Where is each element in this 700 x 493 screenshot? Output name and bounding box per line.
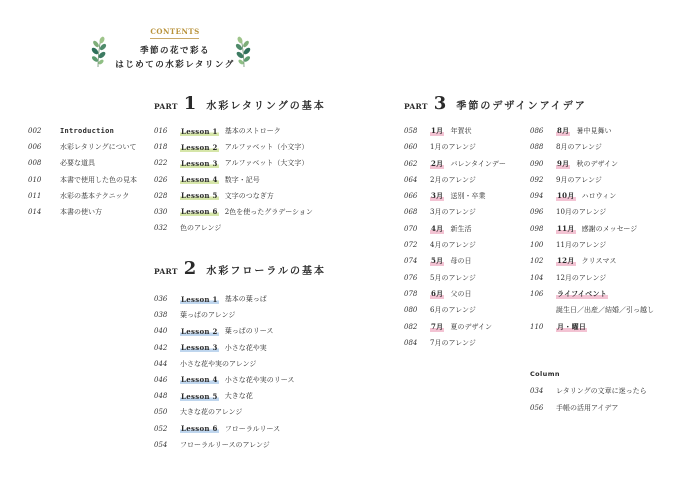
toc-entry[interactable]: [154, 325, 294, 337]
entry-title: 大きな花: [224, 392, 253, 401]
toc-entry[interactable]: [530, 158, 654, 170]
page-number: 092: [530, 175, 544, 184]
toc-entry[interactable]: [404, 321, 506, 333]
lesson-badge: Lesson 6: [181, 207, 218, 217]
entry-title: フローラルリース: [224, 424, 281, 433]
part1-list: [154, 125, 313, 234]
entry-title: 父の日: [450, 289, 472, 298]
toc-entry[interactable]: [154, 358, 294, 370]
entry-title: 母の日: [450, 257, 472, 266]
month-tag: 6月: [431, 288, 444, 298]
toc-entry[interactable]: [28, 206, 137, 218]
entry-title: 本書の使い方: [60, 207, 102, 216]
entry-title: クリスマス: [581, 257, 617, 266]
month-tag: 5月: [431, 256, 444, 266]
toc-entry[interactable]: [154, 309, 294, 321]
toc-entry[interactable]: [404, 239, 506, 251]
month-tag: 11月: [557, 223, 575, 233]
part-number: 1: [183, 93, 197, 114]
toc-entry[interactable]: [404, 288, 506, 300]
page-number: 072: [404, 241, 418, 250]
toc-entry[interactable]: [404, 158, 506, 170]
leaf-sprig-icon: [235, 36, 253, 68]
toc-entry-subtitle: [530, 304, 654, 316]
page-number: 014: [28, 207, 42, 216]
page-number: 078: [404, 289, 418, 298]
entry-title: 小さな花や実: [224, 343, 267, 352]
page-number: 082: [404, 322, 418, 331]
page-number: 030: [154, 207, 168, 216]
entry-title: 8月のアレンジ: [556, 143, 602, 152]
month-tag: 9月: [557, 158, 570, 168]
toc-entry[interactable]: [530, 141, 654, 153]
toc-entry[interactable]: [28, 190, 137, 202]
entry-title: 小さな花や実のリース: [224, 375, 295, 384]
page-number: 104: [530, 273, 544, 282]
toc-entry[interactable]: [28, 125, 137, 137]
lesson-badge: Lesson 5: [181, 191, 218, 201]
column-list: [530, 385, 647, 414]
entry-title: 大きな花のアレンジ: [180, 408, 243, 417]
page-number: 048: [154, 392, 168, 401]
month-tag: 12月: [557, 256, 575, 266]
entry-title: バレンタインデー: [450, 159, 506, 168]
part-title: 水彩レタリングの基本: [206, 101, 326, 112]
entry-title: 夏のデザイン: [450, 322, 492, 331]
toc-entry[interactable]: [404, 125, 506, 137]
month-tag: 8月: [557, 126, 570, 135]
part-title: 季節のデザインアイデア: [456, 101, 587, 112]
page-number: 094: [530, 192, 544, 201]
entry-title: 小さな花や実のアレンジ: [180, 359, 257, 368]
lesson-badge: Lesson 2: [181, 142, 218, 152]
entry-title: 本書で使用した色の見本: [60, 175, 137, 184]
page-number: 096: [530, 208, 544, 217]
entry-title: 誕生日／出産／結婚／引っ越し: [556, 306, 654, 315]
entry-title: 秋のデザイン: [576, 159, 618, 168]
page-number: 050: [154, 408, 168, 417]
page-number: 040: [154, 327, 168, 336]
entry-title: 12月のアレンジ: [556, 273, 607, 282]
event-tag: ライフイベント: [557, 288, 608, 298]
toc-entry[interactable]: [404, 174, 506, 186]
toc-entry[interactable]: [530, 385, 647, 397]
month-tag: 2月: [431, 158, 444, 168]
entry-title: 4月のアレンジ: [430, 241, 476, 250]
page-number: 010: [28, 175, 42, 184]
toc-entry[interactable]: [530, 223, 654, 235]
page-number: 058: [404, 127, 418, 135]
part-number: 3: [433, 93, 447, 114]
part-label: PART: [404, 102, 428, 111]
page-number: 036: [154, 295, 168, 303]
entry-title: 基本の葉っぱ: [224, 295, 267, 303]
part3-list-left: [404, 125, 506, 349]
page-number: 052: [154, 424, 168, 433]
month-tag: 1月: [431, 126, 444, 135]
entry-title: 葉っぱのアレンジ: [180, 311, 236, 320]
entry-title: レタリングの文章に迷ったら: [556, 387, 647, 395]
lesson-badge: Lesson 3: [181, 343, 218, 353]
toc-entry[interactable]: [28, 141, 137, 153]
month-tag: 10月: [557, 191, 575, 201]
leaf-sprig-icon: [89, 36, 107, 68]
page-number: 032: [154, 224, 168, 233]
page-number: 022: [154, 159, 168, 168]
toc-entry[interactable]: [404, 223, 506, 235]
page-number: 076: [404, 273, 418, 282]
lesson-badge: Lesson 6: [181, 424, 218, 433]
toc-entry[interactable]: [154, 190, 313, 202]
page-number: 006: [28, 143, 42, 152]
entry-title: 11月のアレンジ: [556, 241, 607, 250]
toc-entry[interactable]: [404, 272, 506, 284]
toc-entry[interactable]: [404, 141, 506, 153]
toc-entry[interactable]: [530, 206, 654, 218]
toc-entry[interactable]: [530, 321, 654, 333]
event-tag: 月・曜日: [557, 321, 587, 331]
entry-title: 1月のアレンジ: [430, 143, 476, 152]
entry-title: 色のアレンジ: [180, 224, 222, 233]
page-number: 086: [530, 127, 544, 135]
page-number: 064: [404, 175, 418, 184]
page-number: 016: [154, 127, 168, 135]
lesson-badge: Lesson 4: [181, 375, 218, 385]
toc-entry[interactable]: [154, 342, 294, 354]
toc-entry[interactable]: [404, 337, 506, 349]
lesson-badge: Lesson 2: [181, 326, 218, 336]
entry-title: 感謝のメッセージ: [581, 224, 638, 233]
page-number: 070: [404, 224, 418, 233]
page-number: 026: [154, 175, 168, 184]
entry-title: アルファベット（大文字）: [224, 159, 309, 168]
page-number: 011: [28, 191, 42, 200]
page-number: 106: [530, 289, 544, 298]
lesson-badge: Lesson 4: [181, 175, 218, 185]
book-title: はじめての水彩レタリング: [115, 60, 235, 70]
part-label: PART: [154, 267, 178, 276]
entry-title: 9月のアレンジ: [556, 175, 602, 184]
entry-title: Introduction: [60, 127, 115, 135]
toc-entry[interactable]: [154, 423, 294, 435]
toc-entry[interactable]: [154, 374, 294, 386]
entry-title: 2色を使ったグラデーション: [224, 207, 313, 216]
toc-entry[interactable]: [530, 255, 654, 267]
book-subtitle: 季節の花で彩る: [139, 46, 210, 56]
toc-entry[interactable]: [404, 190, 506, 202]
page-number: 034: [530, 387, 544, 395]
entry-title: 2月のアレンジ: [430, 175, 476, 184]
entry-title: 文字のつなぎ方: [224, 191, 274, 200]
entry-title: 水彩レタリングについて: [60, 143, 137, 152]
toc-entry[interactable]: [154, 141, 313, 153]
page-number: 068: [404, 208, 418, 217]
month-tag: 3月: [431, 191, 444, 201]
entry-title: 数字・記号: [224, 175, 260, 184]
entry-title: 手帳の活用アイデア: [556, 403, 619, 412]
part1-heading: [154, 93, 326, 114]
toc-entry[interactable]: [404, 304, 506, 316]
toc-entry[interactable]: [154, 157, 313, 169]
toc-entry[interactable]: [154, 125, 313, 137]
page-number: 038: [154, 311, 168, 320]
lesson-badge: Lesson 1: [181, 126, 218, 136]
entry-title: ハロウィン: [581, 192, 617, 201]
contents-underline: [150, 38, 199, 39]
part2-list: [154, 293, 294, 451]
page-number: 098: [530, 224, 544, 233]
entry-title: 6月のアレンジ: [430, 306, 476, 315]
page-number: 102: [530, 257, 544, 266]
toc-entry[interactable]: [154, 406, 294, 418]
toc-entry[interactable]: [154, 174, 313, 186]
entry-title: フローラルリースのアレンジ: [180, 440, 270, 449]
part-number: 2: [183, 258, 197, 279]
entry-title: 基本のストローク: [224, 127, 281, 135]
toc-entry[interactable]: [154, 222, 313, 234]
entry-title: 水彩の基本テクニック: [60, 191, 130, 200]
part2-heading: [154, 258, 327, 279]
entry-title: アルファベット（小文字）: [224, 143, 309, 152]
page-number: 062: [404, 159, 418, 168]
toc-entry[interactable]: [530, 402, 647, 414]
lesson-badge: Lesson 5: [181, 391, 218, 401]
page-number: 088: [530, 143, 544, 152]
entry-title: 7月のアレンジ: [430, 338, 476, 347]
page-number: 002: [28, 127, 42, 135]
toc-entry[interactable]: [28, 157, 137, 169]
page-number: 110: [530, 322, 544, 331]
page-number: 090: [530, 159, 544, 168]
page-number: 044: [154, 359, 168, 368]
entry-title: 3月のアレンジ: [430, 208, 476, 217]
page-number: 046: [154, 375, 168, 384]
page-number: 060: [404, 143, 418, 152]
toc-entry[interactable]: [28, 174, 137, 186]
entry-title: 年賀状: [450, 127, 472, 135]
toc-entry[interactable]: [154, 293, 294, 305]
page-number: 084: [404, 338, 418, 347]
entry-title: 送別・卒業: [450, 192, 486, 201]
month-tag: 4月: [431, 223, 444, 233]
page-number: 066: [404, 192, 418, 201]
page-number: 054: [154, 440, 168, 449]
toc-entry[interactable]: [530, 272, 654, 284]
toc-entry[interactable]: [404, 255, 506, 267]
part3-heading: [404, 93, 587, 114]
toc-entry[interactable]: [530, 125, 654, 137]
toc-entry[interactable]: [404, 206, 506, 218]
part3-list-right: [530, 125, 654, 333]
toc-entry[interactable]: [530, 239, 654, 251]
toc-entry[interactable]: [154, 390, 294, 402]
toc-entry[interactable]: [530, 190, 654, 202]
page-number: 018: [154, 143, 168, 152]
month-tag: 7月: [431, 321, 444, 331]
part-label: PART: [154, 102, 178, 111]
entry-title: 暑中見舞い: [576, 127, 612, 135]
contents-label: CONTENTS: [150, 27, 200, 36]
page-number: 028: [154, 191, 168, 200]
toc-entry[interactable]: [154, 206, 313, 218]
toc-entry[interactable]: [154, 439, 294, 451]
column-heading: Column: [530, 370, 560, 378]
entry-title: 必要な道具: [60, 159, 95, 168]
page-number: 042: [154, 343, 168, 352]
part-title: 水彩フローラルの基本: [206, 266, 327, 277]
lesson-badge: Lesson 3: [181, 158, 218, 168]
page-number: 080: [404, 306, 418, 315]
entry-title: 葉っぱのリース: [224, 327, 274, 336]
entry-title: 新生活: [450, 224, 472, 233]
page-number: 100: [530, 241, 544, 250]
entry-title: 5月のアレンジ: [430, 273, 476, 282]
toc-entry[interactable]: [530, 174, 654, 186]
entry-title: 10月のアレンジ: [556, 208, 607, 217]
page-number: 056: [530, 403, 544, 412]
lesson-badge: Lesson 1: [181, 294, 218, 304]
intro-list: [28, 125, 137, 218]
page-number: 074: [404, 257, 418, 266]
toc-entry[interactable]: [530, 288, 654, 300]
page-number: 008: [28, 159, 42, 168]
